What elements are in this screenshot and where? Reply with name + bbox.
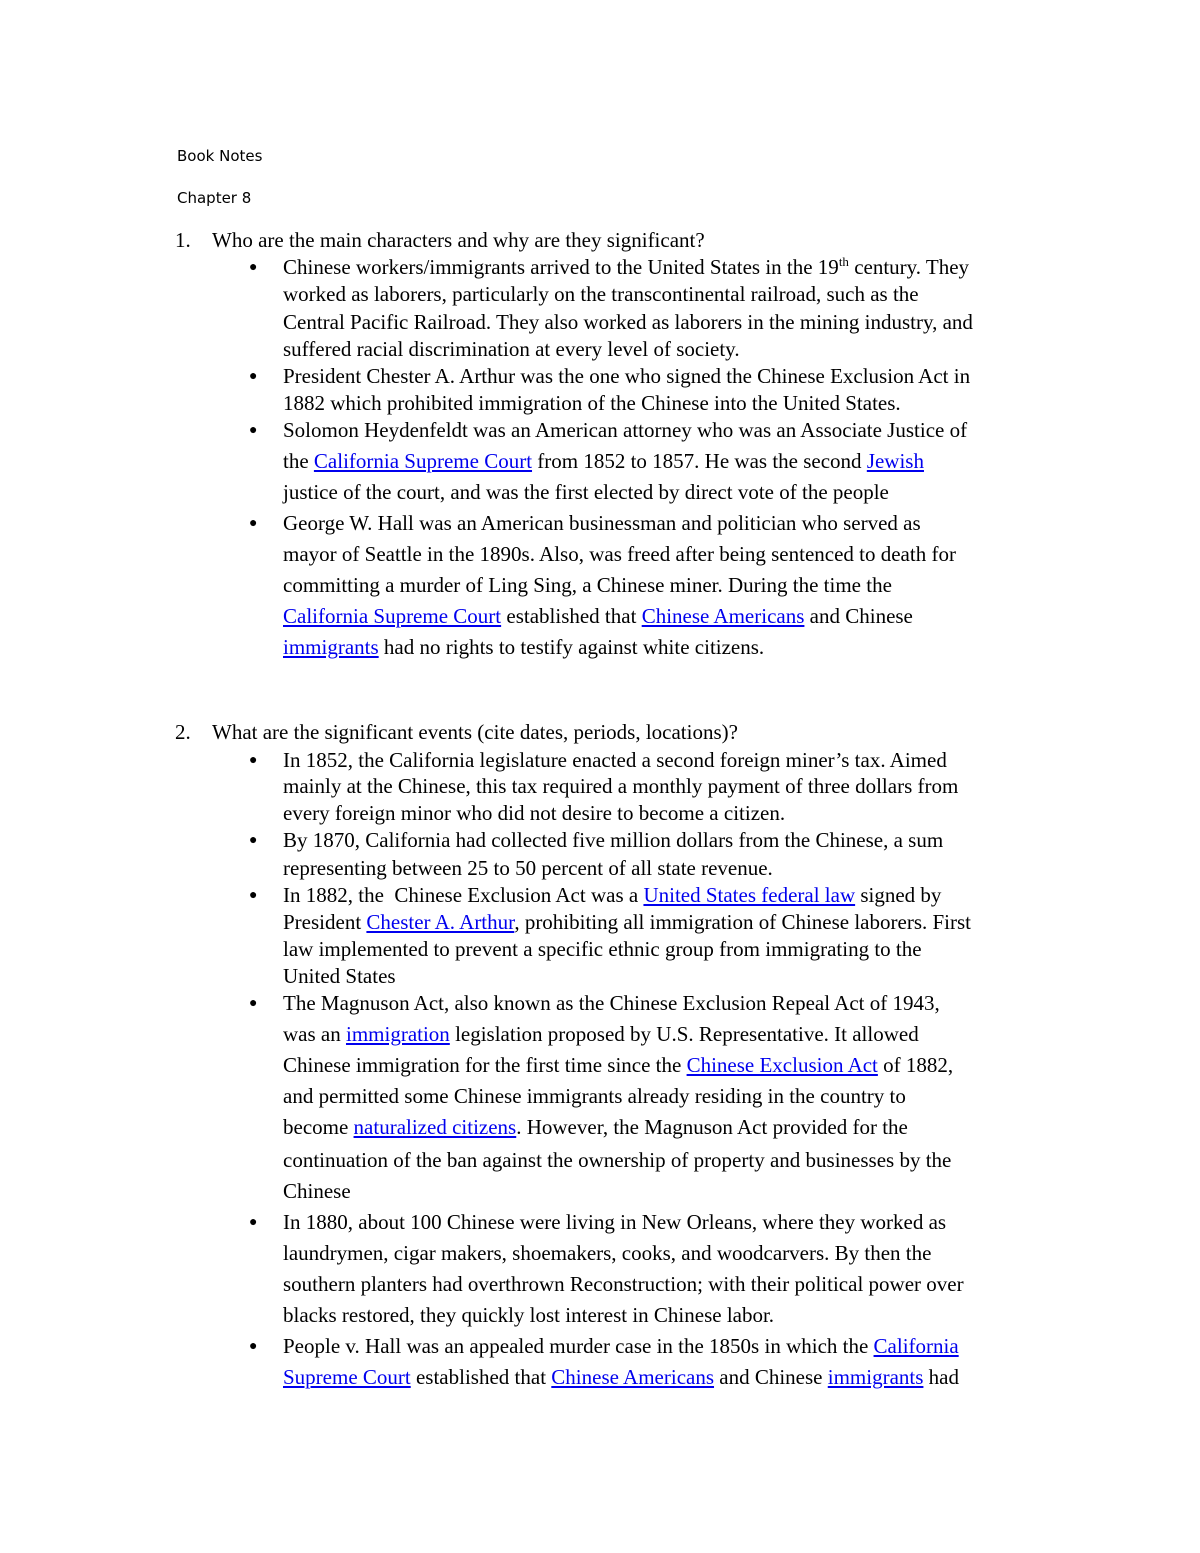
list-item-line: In 1852, the California legislature enacted a second foreign miner’s tax. Aimed [283,748,947,772]
list-item-line: 1882 which prohibited immigration of the Chinese into the United States. [283,391,901,415]
link-chinese-americans[interactable]: Chinese Americans [641,604,805,628]
text-run: of 1882, [877,1053,954,1077]
text-run: century. They [848,255,970,279]
text-run: President [283,910,367,934]
link-jewish[interactable]: Jewish [866,449,924,473]
bullet-icon: ● [249,516,258,531]
list-item-line [283,1334,959,1359]
bullet-icon: ● [249,1215,258,1230]
link-chinese-americans[interactable]: Chinese Americans [551,1365,715,1389]
list-item-line: In 1880, about 100 Chinese were living in New Orleans, where they worked as [283,1210,947,1234]
list-item-line [283,883,941,908]
text-run: had [923,1365,959,1389]
list-item-line: suffered racial discrimination at every level of society. [283,337,740,361]
superscript: th [838,254,849,269]
text-run: Chinese immigration for the first time since the [283,1053,687,1077]
text-run: and Chinese [804,604,913,628]
link-naturalized-citizens[interactable]: naturalized citizens [353,1115,517,1139]
list-item-line [283,1022,919,1047]
link-immigrants[interactable]: immigrants [827,1365,924,1389]
list-item-line: justice of the court, and was the first elected by direct vote of the people [283,480,889,504]
list-item-line: mainly at the Chinese, this tax required a monthly payment of three dollars from [283,774,959,798]
link-california-supreme-court[interactable]: California Supreme Court [283,604,502,628]
text-run: Chinese workers/immigrants arrived to the United States in the 19 [283,255,839,279]
link-united-states-federal-law[interactable]: United States federal law [643,883,856,907]
list-item-line [283,1053,953,1078]
text-run: , prohibiting all immigration of Chinese laborers. First [514,910,972,934]
list-item-line [283,449,924,474]
list-item-line: President Chester A. Arthur was the one who signed the Chinese Exclusion Act in [283,364,971,388]
bullet-icon: ● [249,888,258,903]
text-run: People v. Hall was an appealed murder case in the 1850s in which the [283,1334,874,1358]
link-california-supreme-court[interactable]: California Supreme Court [313,449,533,473]
text-run: was an [283,1022,346,1046]
list-item-line [283,635,764,660]
chapter-heading: Chapter 8 [177,189,252,207]
question-text: What are the significant events (cite dates, periods, locations)? [212,720,738,744]
bullet-icon: ● [249,369,258,384]
question-number: 2. [175,720,191,744]
text-run: had no rights to testify against white citizens. [378,635,765,659]
text-run: established that [410,1365,552,1389]
text-run: become [283,1115,354,1139]
list-item-line: committing a murder of Ling Sing, a Chinese miner. During the time the [283,573,892,597]
bullet-icon: ● [249,1339,258,1354]
bullet-icon: ● [249,833,258,848]
list-item-line: laundrymen, cigar makers, shoemakers, cooks, and woodcarvers. By then the [283,1241,932,1265]
list-item-line: southern planters had overthrown Reconstruction; with their political power over [283,1272,964,1296]
question-text: Who are the main characters and why are they significant? [212,228,705,252]
list-item-line: worked as laborers, particularly on the transcontinental railroad, such as the [283,282,919,306]
text-run: legislation proposed by U.S. Representative. It allowed [449,1022,919,1046]
list-item-line [283,1115,908,1140]
document-title: Book Notes [177,147,263,165]
bullet-icon: ● [249,260,258,275]
list-item-line: The Magnuson Act, also known as the Chinese Exclusion Repeal Act of 1943, [283,991,940,1015]
list-item-line: and permitted some Chinese immigrants already residing in the country to [283,1084,906,1108]
list-item-line: George W. Hall was an American businessman and politician who served as [283,511,921,535]
list-item-line: Central Pacific Railroad. They also worked as laborers in the mining industry, and [283,310,973,334]
bullet-icon: ● [249,753,258,768]
link-chinese-exclusion-act[interactable]: Chinese Exclusion Act [686,1053,878,1077]
list-item-line: Solomon Heydenfeldt was an American attorney who was an Associate Justice of [283,418,968,442]
link-supreme-court[interactable]: Supreme Court [283,1365,411,1389]
link-immigration[interactable]: immigration [345,1022,450,1046]
link-chester-a-arthur[interactable]: Chester A. Arthur [366,910,515,934]
bullet-icon: ● [249,996,258,1011]
text-run: from 1852 to 1857. He was the second [532,449,867,473]
text-run: and Chinese [714,1365,828,1389]
link-california[interactable]: California [873,1334,959,1358]
list-item-line: continuation of the ban against the ownership of property and businesses by the [283,1148,952,1172]
text-run: In 1882, the Chinese Exclusion Act was a [283,883,644,907]
list-item-line: blacks restored, they quickly lost interest in Chinese labor. [283,1303,775,1327]
list-item-line [283,604,913,629]
text-run: signed by [855,883,942,907]
list-item-line: United States [283,964,396,988]
bullet-icon: ● [249,423,258,438]
text-run: the [283,449,314,473]
question-number: 1. [175,228,191,252]
list-item-line: Chinese [283,1179,351,1203]
list-item-line [283,255,969,280]
list-item-line: By 1870, California had collected five million dollars from the Chinese, a sum [283,828,944,852]
list-item-line [283,1365,959,1390]
list-item-line: representing between 25 to 50 percent of all state revenue. [283,856,773,880]
list-item-line: mayor of Seattle in the 1890s. Also, was freed after being sentenced to death for [283,542,956,566]
text-run: established that [501,604,642,628]
list-item-line: every foreign minor who did not desire to become a citizen. [283,801,786,825]
text-run: . However, the Magnuson Act provided for the [516,1115,908,1139]
list-item-line: law implemented to prevent a specific ethnic group from immigrating to the [283,937,922,961]
list-item-line [283,910,971,935]
link-immigrants[interactable]: immigrants [283,635,379,659]
